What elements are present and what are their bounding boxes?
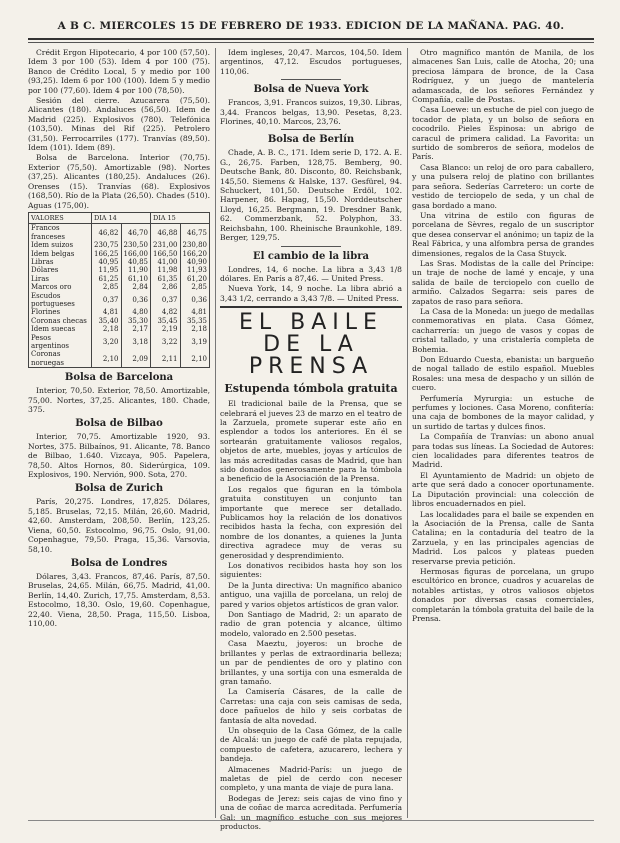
table-cell-value: 11,90: [121, 266, 151, 274]
table-cell-value: 2,18: [92, 325, 122, 333]
table-cell-value: 40,85: [121, 258, 151, 266]
table-cell-currency: Coronas checas: [29, 317, 92, 325]
table-cell-value: 230,50: [121, 241, 151, 249]
table-cell-value: 3,22: [151, 334, 181, 351]
table-cell-value: 231,00: [151, 241, 181, 249]
table-row: [29, 266, 210, 274]
table-cell-value: 2,86: [151, 283, 181, 291]
section-heading: Bolsa de Nueva York: [253, 84, 369, 96]
article-paragraph: Casa Blanco: un reloj de oro para caballero, y una pulsera reloj de platino con brillantes para señora. Sederías Carretero: un corte de vestido de terciopelo de seda, y un chal de gasa bordado a mano.: [412, 162, 594, 210]
column-1: [28, 48, 210, 820]
article-paragraph: Sesión del cierre. Azucarera (75,50). Alicantes (180). Andaluces (56,50). Idem de Madrid (225). Explosivos (780). Telefónica (103,50). Minas del Rif (225). Petrolero (31,50). Ferrocarriles (177). Tranvías (89,50). Idem (101). Idem (89).: [28, 96, 210, 153]
table-row: [29, 283, 210, 291]
section-heading: Bolsa de Londres: [70, 557, 168, 569]
table-cell-value: 61,10: [121, 275, 151, 283]
article-paragraph: Interior, 70,75. Amortizable 1920, 93. Nortes, 375. Bilbaínos, 91. Alicante, 78. Banco de Bilbao, 1.640. Vizcaya, 905. Papelera, 78,50. Altos Hornos, 80. Siderúrgica, 109. Explosivos, 190. Nervión, 900. Sota, 270.: [28, 432, 210, 480]
article-paragraph: Las localidades para el baile se expenden en la Asociación de la Prensa, calle de Santa Catalina; en la contaduría del teatro de la Zarzuela, y en las principales agencias de Madrid. Los palcos y plateas pueden reservarse previa petición.: [412, 509, 594, 566]
article-paragraph: Otro magnífico mantón de Manila, de los almacenes San Luis, calle de Atocha, 20; una preciosa lámpara de bronce, de la Casa Rodríguez, y un juego de mantelería adamascada, de los señores Fernández y Compañía, calle de Postas.: [412, 48, 594, 105]
article-paragraph: El Ayuntamiento de Madrid: un objeto de arte que será dado a conocer oportunamente. La Diputación provincial: una colección de libros encuadernados en piel.: [412, 470, 594, 509]
table-row: [29, 350, 210, 367]
table-cell-value: 46,70: [121, 224, 151, 241]
article-paragraph: Bodegas de Jerez: seis cajas de vino fino y una de coñac de marca acreditada. Perfumería Gal: un magnífico estuche con sus mejores productos.: [220, 793, 402, 831]
table-cell-value: 230,80: [180, 241, 210, 249]
table-cell-currency: Marcos oro: [29, 283, 92, 291]
table-cell-value: 3,19: [180, 334, 210, 351]
table-cell-value: 166,25: [92, 250, 122, 258]
article-paragraph: El tradicional baile de la Prensa, que se celebrará el jueves 23 de marzo en el teatro de la Zarzuela, promete superar este año en esplendor a todos los anteriores. En él se sortearán gratuitamente valiosos regalos, objetos de arte, muebles, joyas y artículos de las más acreditadas casas de Madrid, que han sido donados generosamente para la tómbola a beneficio de la Asociación de la Prensa.: [220, 399, 402, 484]
table-cell-value: 35,35: [180, 317, 210, 325]
article-paragraph: Una vitrina de estilo con figuras de porcelana de Sèvres, regalo de un suscriptor que desea conservar el anónimo; un tapiz de la Real Fábrica, y una alfombra persa de grandes dimensiones, regalos de la Casa Stuyck.: [412, 210, 594, 258]
table-cell-value: 35,40: [92, 317, 122, 325]
table-cell-value: 41,00: [151, 258, 181, 266]
table-row: [29, 224, 210, 241]
article-paragraph: Chade, A. B. C., 171. Idem serie D, 172. A. E. G., 26,75. Farben, 128,75. Bemberg, 90. Deutsche Bank, 80. Disconto, 80. Reichsbank, 145,50. Siemens & Halske, 137. Gesfürel, 94. Schuckert, 101,50. Deutsche Erdöl, 102. Harpener, 86. Hapag, 15,50. Norddeutscher Lloyd, 16,25. Bergmann, 19. Dresdner Bank, 62. Commerzbank, 52. Polyphon, 33. Reichsbahn, 100. Rheinische Braunkohle, 189. Berger, 129,75.: [220, 148, 402, 243]
table-cell-currency: Florines: [29, 308, 92, 316]
table-cell-value: 35,45: [151, 317, 181, 325]
article-paragraph: Los regalos que figuran en la tómbola gratuita constituyen un conjunto tan importante que merece ser detallado. Publicamos hoy la relación de los donativos recibidos hasta la fecha, con expresión del nombre de los donantes, a quienes la Junta directiva agradece muy de veras su generosidad y desprendimiento.: [220, 484, 402, 560]
article-paragraph: Casa Maeztu, joyeros: un broche de brillantes y perlas de extraordinaria belleza; un par de pendientes de oro y platino con brillantes, y una sortija con una esmeralda de gran tamaño.: [220, 639, 402, 686]
newspaper-page: [28, 20, 594, 831]
table-cell-value: 0,36: [121, 292, 151, 309]
article-paragraph: Nueva York, 14, 9 noche. La libra abrió a 3,43 1/2, cerrando a 3,43 7/8. — United Press.: [220, 284, 402, 303]
article-paragraph: De la Junta directiva: Un magnífico abanico antiguo, una vajilla de porcelana, un reloj de pared y varios objetos artísticos de gran valor.: [220, 580, 402, 609]
article-paragraph: Don Eduardo Cuesta, ebanista: un bargueño de nogal tallado de estilo español. Muebles Rosales: una mesa de despacho y un sillón de cuero.: [412, 355, 594, 393]
table-cell-currency: Libras: [29, 258, 92, 266]
table-cell-value: 230,75: [92, 241, 122, 249]
table-cell-value: 2,10: [92, 350, 122, 367]
table-row: [29, 325, 210, 333]
table-row: [29, 308, 210, 316]
table-header-row: [29, 212, 210, 223]
table-cell-value: 4,81: [92, 308, 122, 316]
table-cell-currency: Liras: [29, 275, 92, 283]
section-rule: [281, 79, 341, 80]
table-cell-currency: Idem suizos: [29, 241, 92, 249]
column-divider: [215, 48, 216, 818]
article-paragraph: Los donativos recibidos hasta hoy son los siguientes:: [220, 561, 402, 580]
column-3: [412, 48, 594, 820]
article-paragraph: Almacenes Madrid-París: un juego de maletas de piel de cerdo con neceser completo, y una manta de viaje de pura lana.: [220, 764, 402, 793]
article-paragraph: La Compañía de Tranvías: un abono anual para todas sus líneas. La Sociedad de Autores: cien localidades para diferentes teatros de Madrid.: [412, 432, 594, 470]
article-headline: EL BAILE DE LA PRENSA: [239, 310, 383, 380]
table-cell-value: 35,30: [121, 317, 151, 325]
table-cell-value: 40,95: [92, 258, 122, 266]
table-cell-value: 4,80: [121, 308, 151, 316]
article-paragraph: La Camisería Cásares, de la calle de Carretas: una caja con seis camisas de seda, doce pañuelos de hilo y seis corbatas de fantasía de alta novedad.: [220, 687, 402, 725]
article-paragraph: Perfumería Myrurgia: un estuche de perfumes y lociones. Casa Moreno, confitería: una caja de bombones de la mayor calidad, y un surtido de tartas y dulces finos.: [412, 393, 594, 431]
column-divider: [407, 48, 408, 818]
column-2: [220, 48, 402, 831]
table-cell-currency: Escudos portugueses: [29, 292, 92, 309]
table-cell-value: 4,81: [180, 308, 210, 316]
table-cell-value: 2,09: [121, 350, 151, 367]
section-heading: Bolsa de Zurich: [74, 483, 164, 495]
article-paragraph: Las Sras. Modistas de la calle del Príncipe: un traje de noche de lamé y encaje, y una salida de baile de terciopelo con cuello de armiño. Calzados Segarra: seis pares de zapatos de raso para señora.: [412, 258, 594, 306]
table-row: [29, 292, 210, 309]
article-paragraph: Francos, 3,91. Francos suizos, 19,30. Libras, 3,44. Francos belgas, 13,90. Pesetas, 8,23. Florines, 40,10. Marcos, 23,76.: [220, 98, 402, 127]
article-paragraph: Bolsa de Barcelona. Interior (70,75). Exterior (75,50). Amortizable (98). Nortes (37,25). Alicantes (180,25). Andaluces (26). Orenses (15). Tranvías (68). Explosivos (168,50). Río de la Plata (26,50). Chades (510). Aguas (175,00).: [28, 153, 210, 210]
table-cell-value: 61,35: [151, 275, 181, 283]
table-cell-value: 61,25: [92, 275, 122, 283]
section-heading: Bolsa de Bilbao: [75, 418, 163, 430]
article-paragraph: Casa Loewe: un estuche de piel con juego de tocador de plata, y un bolso de señora en cocodrilo. Pieles Espinosa: un abrigo de caracul de primera calidad. La Favorita: un surtido de sombreros de señora, modelos de París.: [412, 105, 594, 162]
table-cell-value: 46,88: [151, 224, 181, 241]
table-row: [29, 275, 210, 283]
table-cell-currency: Idem belgas: [29, 250, 92, 258]
table-cell-value: 0,37: [92, 292, 122, 309]
page-header: A B C. MIERCOLES 15 DE FEBRERO DE 1933. EDICION DE LA MAÑANA. PAG. 40.: [57, 20, 565, 32]
section-heading: Bolsa de Berlín: [267, 134, 355, 146]
table-cell-currency: Pesos argentinos: [29, 334, 92, 351]
table-cell-value: 2,19: [151, 325, 181, 333]
table-row: [29, 334, 210, 351]
table-cell-value: 2,17: [121, 325, 151, 333]
table-cell-value: 166,50: [151, 250, 181, 258]
table-header: VALORES: [29, 212, 92, 223]
table-cell-value: 2,84: [121, 283, 151, 291]
table-cell-value: 46,75: [180, 224, 210, 241]
table-cell-value: 0,36: [180, 292, 210, 309]
exchange-table: [28, 212, 210, 368]
table-cell-value: 11,95: [92, 266, 122, 274]
article-paragraph: París, 20,275. Londres, 17,825. Dólares, 5,185. Bruselas, 72,15. Milán, 26,60. Madrid, 42,60. Amsterdam, 208,50. Berlín, 123,25. Viena, 60,50. Estocolmo, 96,75. Oslo, 91,00. Copenhague, 79,50. Praga, 15,36. Varsovia, 58,10.: [28, 497, 210, 554]
article-paragraph: Don Santiago de Madrid, 2: un aparato de radio de gran potencia y alcance, último modelo, valorado en 2.500 pesetas.: [220, 610, 402, 638]
table-header: DIA 15: [151, 212, 210, 223]
table-cell-value: 166,00: [121, 250, 151, 258]
table-row: [29, 250, 210, 258]
section-rule: [281, 129, 341, 130]
table-cell-value: 3,18: [121, 334, 151, 351]
header-rule-thin: [28, 42, 594, 43]
article-paragraph: Un obsequio de la Casa Gómez, de la calle de Alcalá: un juego de café de plata repujada, compuesto de cafetera, azucarero, lechera y bandeja.: [220, 725, 402, 764]
section-heading: Bolsa de Barcelona: [64, 372, 174, 384]
table-cell-value: 0,37: [151, 292, 181, 309]
article-paragraph: Dólares, 3,43. Francos, 87,46. París, 87,50. Bruselas, 24,65. Milán, 66,75. Madrid, 41,00. Berlín, 14,40. Zurich, 17,75. Amsterdam, 8,53. Estocolmo, 18,30. Oslo, 19,60. Copenhague, 22,40. Viena, 28,50. Praga, 115,50. Lisboa, 110,00.: [28, 571, 210, 628]
table-cell-value: 2,18: [180, 325, 210, 333]
table-cell-value: 2,85: [180, 283, 210, 291]
section-rule: [281, 246, 341, 247]
table-cell-value: 61,20: [180, 275, 210, 283]
article-paragraph: Londres, 14, 6 noche. La libra a 3,43 1/8 dólares. En París a 87,46. — United Press.: [220, 264, 402, 283]
table-cell-currency: Idem suecas: [29, 325, 92, 333]
table-cell-value: 3,20: [92, 334, 122, 351]
table-cell-currency: Coronas noruegas: [29, 350, 92, 367]
table-cell-value: 46,82: [92, 224, 122, 241]
article-paragraph: La Casa de la Moneda: un juego de medallas conmemorativas en plata. Casa Gómez, cacharrería: un juego de vasos y copas de cristal tallado, y una cristalería completa de Bohemia.: [412, 306, 594, 354]
table-cell-currency: Dólares: [29, 266, 92, 274]
table-row: [29, 258, 210, 266]
table-cell-value: 11,98: [151, 266, 181, 274]
article-subheadline: Estupenda tómbola gratuita: [224, 382, 398, 396]
table-cell-value: 166,20: [180, 250, 210, 258]
header-rule: [28, 38, 594, 40]
table-cell-value: 4,82: [151, 308, 181, 316]
table-row: [29, 317, 210, 325]
table-cell-value: 11,93: [180, 266, 210, 274]
table-cell-value: 40,90: [180, 258, 210, 266]
table-header: DIA 14: [92, 212, 151, 223]
article-paragraph: Crédit Ergon Hipotecario, 4 por 100 (57,50). Idem 3 por 100 (53). Idem 4 por 100 (75). Banco de Crédito Local, 5 y medio por 100 (93,25). Idem 6 por 100 (100). Idem 5 y medio por 100 (77,60). Idem 4 por 100 (78,50).: [28, 48, 210, 95]
table-cell-value: 2,85: [92, 283, 122, 291]
section-heading: El cambio de la libra: [253, 250, 369, 262]
table-cell-value: 2,10: [180, 350, 210, 367]
article-paragraph: Hermosas figuras de porcelana, un grupo escultórico en bronce, cuadros y acuarelas de notables artistas, y otros valiosos objetos donados por diversas casas comerciales, completarán la tómbola gratuita del baile de la Prensa.: [412, 566, 594, 623]
article-paragraph: Idem ingleses, 20,47. Marcos, 104,50. Idem argentinos, 47,12. Escudos portugueses, 110,06.: [220, 48, 402, 76]
table-cell-value: 2,11: [151, 350, 181, 367]
table-row: [29, 241, 210, 249]
article-paragraph: Interior, 70,50. Exterior, 78,50. Amortizable, 75,00. Nortes, 37,25. Alicantes, 180. Chade, 375.: [28, 386, 210, 415]
section-rule: [220, 306, 402, 308]
footer-rule: [28, 820, 594, 821]
table-cell-currency: Francos franceses: [29, 224, 92, 241]
table-body: [29, 224, 210, 368]
